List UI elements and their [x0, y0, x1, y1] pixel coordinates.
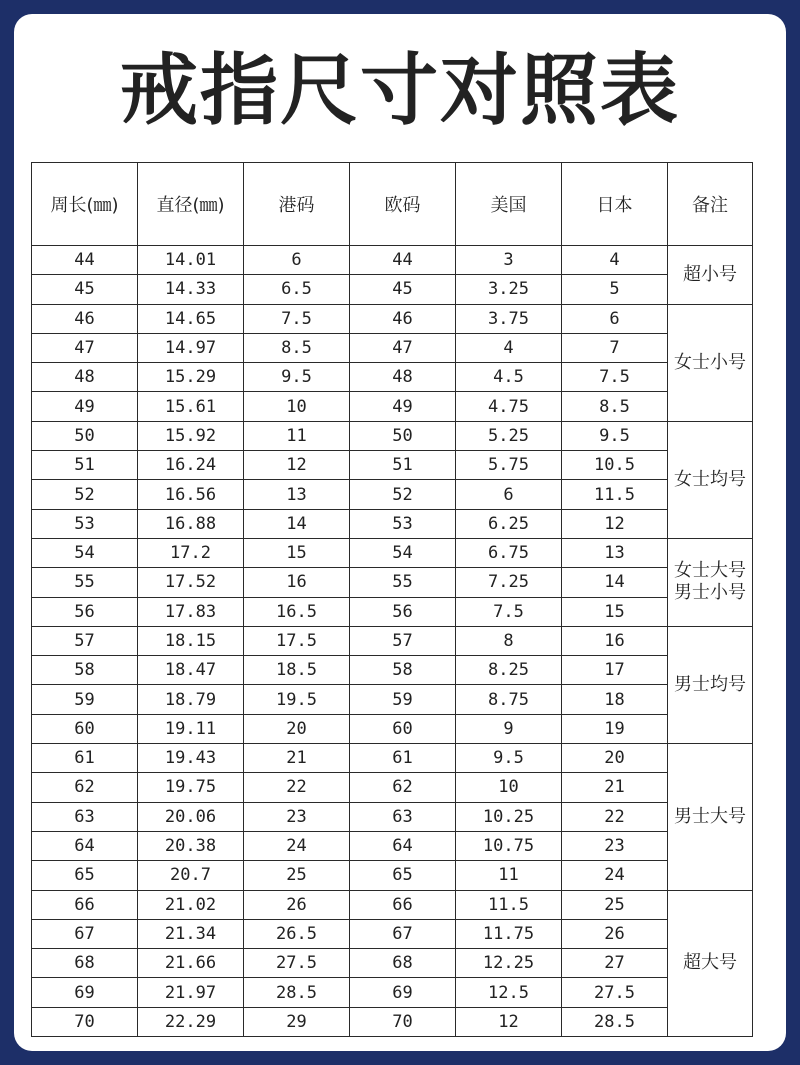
cell-circumference: 62: [32, 773, 138, 802]
cell-hk: 23: [244, 802, 350, 831]
cell-hk: 26: [244, 890, 350, 919]
cell-diameter: 19.43: [138, 744, 244, 773]
ring-size-table: [31, 162, 753, 1037]
cell-eu: 48: [350, 363, 456, 392]
cell-diameter: 14.01: [138, 246, 244, 275]
cell-eu: 53: [350, 509, 456, 538]
table-row: [32, 773, 753, 802]
header-diameter: 直径(㎜): [138, 163, 244, 246]
table-row: [32, 392, 753, 421]
cell-diameter: 21.66: [138, 949, 244, 978]
cell-diameter: 21.97: [138, 978, 244, 1007]
cell-circumference: 52: [32, 480, 138, 509]
cell-eu: 44: [350, 246, 456, 275]
cell-circumference: 69: [32, 978, 138, 1007]
size-note: 男士大号: [668, 744, 753, 890]
table-row: [32, 538, 753, 567]
cell-diameter: 14.65: [138, 304, 244, 333]
cell-hk: 9.5: [244, 363, 350, 392]
cell-jp: 20: [562, 744, 668, 773]
cell-hk: 8.5: [244, 333, 350, 362]
table-row: [32, 890, 753, 919]
table-row: [32, 802, 753, 831]
header-notes: 备注: [668, 163, 753, 246]
table-row: [32, 333, 753, 362]
cell-circumference: 63: [32, 802, 138, 831]
cell-diameter: 15.29: [138, 363, 244, 392]
cell-jp: 9.5: [562, 421, 668, 450]
cell-us: 3: [456, 246, 562, 275]
cell-circumference: 54: [32, 538, 138, 567]
cell-jp: 27: [562, 949, 668, 978]
table-row: [32, 480, 753, 509]
size-note: 超小号: [668, 246, 753, 305]
cell-us: 5.75: [456, 451, 562, 480]
cell-eu: 64: [350, 831, 456, 860]
cell-diameter: 20.06: [138, 802, 244, 831]
cell-jp: 8.5: [562, 392, 668, 421]
table-row: [32, 363, 753, 392]
cell-us: 4: [456, 333, 562, 362]
cell-hk: 7.5: [244, 304, 350, 333]
cell-jp: 4: [562, 246, 668, 275]
cell-circumference: 68: [32, 949, 138, 978]
cell-circumference: 58: [32, 656, 138, 685]
cell-circumference: 48: [32, 363, 138, 392]
cell-circumference: 45: [32, 275, 138, 304]
cell-diameter: 22.29: [138, 1007, 244, 1036]
cell-eu: 61: [350, 744, 456, 773]
cell-diameter: 16.24: [138, 451, 244, 480]
cell-eu: 60: [350, 714, 456, 743]
cell-hk: 26.5: [244, 919, 350, 948]
table-row: [32, 275, 753, 304]
cell-jp: 13: [562, 538, 668, 567]
cell-circumference: 44: [32, 246, 138, 275]
table-row: [32, 831, 753, 860]
table-row: [32, 978, 753, 1007]
cell-us: 3.25: [456, 275, 562, 304]
cell-diameter: 18.79: [138, 685, 244, 714]
page-title: 戒指尺寸对照表: [119, 46, 680, 136]
cell-hk: 10: [244, 392, 350, 421]
cell-eu: 68: [350, 949, 456, 978]
table-row: [32, 861, 753, 890]
cell-circumference: 61: [32, 744, 138, 773]
cell-jp: 25: [562, 890, 668, 919]
cell-eu: 52: [350, 480, 456, 509]
cell-jp: 21: [562, 773, 668, 802]
header-circumference: 周长(㎜): [32, 163, 138, 246]
cell-jp: 6: [562, 304, 668, 333]
cell-eu: 62: [350, 773, 456, 802]
cell-hk: 22: [244, 773, 350, 802]
cell-hk: 25: [244, 861, 350, 890]
cell-us: 10.25: [456, 802, 562, 831]
cell-circumference: 67: [32, 919, 138, 948]
cell-circumference: 60: [32, 714, 138, 743]
cell-us: 9.5: [456, 744, 562, 773]
cell-us: 7.5: [456, 597, 562, 626]
cell-us: 6.75: [456, 538, 562, 567]
cell-hk: 27.5: [244, 949, 350, 978]
cell-jp: 15: [562, 597, 668, 626]
table-row: [32, 1007, 753, 1036]
cell-us: 6.25: [456, 509, 562, 538]
cell-jp: 19: [562, 714, 668, 743]
cell-diameter: 17.83: [138, 597, 244, 626]
cell-jp: 16: [562, 626, 668, 655]
cell-circumference: 70: [32, 1007, 138, 1036]
cell-diameter: 21.34: [138, 919, 244, 948]
cell-circumference: 66: [32, 890, 138, 919]
cell-diameter: 18.47: [138, 656, 244, 685]
cell-diameter: 18.15: [138, 626, 244, 655]
cell-eu: 51: [350, 451, 456, 480]
header-eu-size: 欧码: [350, 163, 456, 246]
cell-circumference: 49: [32, 392, 138, 421]
cell-us: 12.5: [456, 978, 562, 1007]
cell-jp: 7.5: [562, 363, 668, 392]
cell-circumference: 57: [32, 626, 138, 655]
cell-hk: 29: [244, 1007, 350, 1036]
cell-jp: 10.5: [562, 451, 668, 480]
cell-us: 3.75: [456, 304, 562, 333]
size-note: 女士小号: [668, 304, 753, 421]
cell-eu: 45: [350, 275, 456, 304]
cell-diameter: 21.02: [138, 890, 244, 919]
cell-diameter: 19.11: [138, 714, 244, 743]
cell-hk: 13: [244, 480, 350, 509]
table-row: [32, 949, 753, 978]
cell-us: 12.25: [456, 949, 562, 978]
chart-card: [14, 14, 786, 1051]
cell-circumference: 64: [32, 831, 138, 860]
cell-hk: 18.5: [244, 656, 350, 685]
cell-jp: 23: [562, 831, 668, 860]
table-row: [32, 246, 753, 275]
cell-eu: 56: [350, 597, 456, 626]
cell-eu: 46: [350, 304, 456, 333]
cell-diameter: 20.7: [138, 861, 244, 890]
size-note: 超大号: [668, 890, 753, 1036]
table-row: [32, 421, 753, 450]
cell-diameter: 14.33: [138, 275, 244, 304]
cell-eu: 57: [350, 626, 456, 655]
cell-eu: 55: [350, 568, 456, 597]
cell-hk: 15: [244, 538, 350, 567]
cell-diameter: 16.56: [138, 480, 244, 509]
cell-jp: 27.5: [562, 978, 668, 1007]
cell-jp: 12: [562, 509, 668, 538]
cell-us: 9: [456, 714, 562, 743]
table-row: [32, 509, 753, 538]
cell-eu: 67: [350, 919, 456, 948]
cell-jp: 18: [562, 685, 668, 714]
cell-eu: 63: [350, 802, 456, 831]
header-jp-size: 日本: [562, 163, 668, 246]
cell-circumference: 55: [32, 568, 138, 597]
cell-diameter: 14.97: [138, 333, 244, 362]
table-row: [32, 656, 753, 685]
cell-hk: 17.5: [244, 626, 350, 655]
cell-eu: 66: [350, 890, 456, 919]
cell-jp: 5: [562, 275, 668, 304]
cell-circumference: 59: [32, 685, 138, 714]
cell-hk: 28.5: [244, 978, 350, 1007]
cell-hk: 24: [244, 831, 350, 860]
cell-us: 4.5: [456, 363, 562, 392]
cell-eu: 58: [350, 656, 456, 685]
cell-diameter: 15.61: [138, 392, 244, 421]
cell-hk: 14: [244, 509, 350, 538]
cell-circumference: 46: [32, 304, 138, 333]
cell-us: 12: [456, 1007, 562, 1036]
cell-hk: 12: [244, 451, 350, 480]
cell-hk: 6.5: [244, 275, 350, 304]
cell-jp: 14: [562, 568, 668, 597]
cell-us: 6: [456, 480, 562, 509]
table-row: [32, 451, 753, 480]
cell-hk: 6: [244, 246, 350, 275]
cell-us: 8.25: [456, 656, 562, 685]
cell-us: 10: [456, 773, 562, 802]
cell-circumference: 56: [32, 597, 138, 626]
cell-eu: 50: [350, 421, 456, 450]
cell-diameter: 20.38: [138, 831, 244, 860]
cell-hk: 16.5: [244, 597, 350, 626]
cell-circumference: 50: [32, 421, 138, 450]
cell-eu: 54: [350, 538, 456, 567]
table-row: [32, 744, 753, 773]
cell-hk: 19.5: [244, 685, 350, 714]
cell-diameter: 16.88: [138, 509, 244, 538]
table-row: [32, 685, 753, 714]
cell-jp: 28.5: [562, 1007, 668, 1036]
cell-eu: 49: [350, 392, 456, 421]
cell-us: 5.25: [456, 421, 562, 450]
cell-us: 11.75: [456, 919, 562, 948]
cell-hk: 11: [244, 421, 350, 450]
cell-eu: 59: [350, 685, 456, 714]
cell-circumference: 47: [32, 333, 138, 362]
header-us-size: 美国: [456, 163, 562, 246]
cell-diameter: 15.92: [138, 421, 244, 450]
cell-eu: 69: [350, 978, 456, 1007]
cell-us: 4.75: [456, 392, 562, 421]
size-note: 女士大号 男士小号: [668, 538, 753, 626]
cell-us: 11.5: [456, 890, 562, 919]
cell-jp: 24: [562, 861, 668, 890]
cell-hk: 21: [244, 744, 350, 773]
size-note: 男士均号: [668, 626, 753, 743]
cell-us: 10.75: [456, 831, 562, 860]
cell-hk: 16: [244, 568, 350, 597]
cell-jp: 26: [562, 919, 668, 948]
header-row: [32, 163, 753, 246]
cell-diameter: 19.75: [138, 773, 244, 802]
cell-eu: 47: [350, 333, 456, 362]
cell-diameter: 17.52: [138, 568, 244, 597]
cell-diameter: 17.2: [138, 538, 244, 567]
cell-circumference: 53: [32, 509, 138, 538]
cell-us: 8: [456, 626, 562, 655]
table-row: [32, 568, 753, 597]
cell-us: 11: [456, 861, 562, 890]
cell-circumference: 51: [32, 451, 138, 480]
cell-jp: 7: [562, 333, 668, 362]
table-row: [32, 714, 753, 743]
cell-jp: 11.5: [562, 480, 668, 509]
cell-eu: 65: [350, 861, 456, 890]
header-hk-size: 港码: [244, 163, 350, 246]
table-row: [32, 597, 753, 626]
cell-hk: 20: [244, 714, 350, 743]
table-row: [32, 304, 753, 333]
cell-jp: 22: [562, 802, 668, 831]
cell-jp: 17: [562, 656, 668, 685]
table-row: [32, 919, 753, 948]
cell-eu: 70: [350, 1007, 456, 1036]
cell-us: 8.75: [456, 685, 562, 714]
cell-us: 7.25: [456, 568, 562, 597]
cell-circumference: 65: [32, 861, 138, 890]
table-row: [32, 626, 753, 655]
size-note: 女士均号: [668, 421, 753, 538]
